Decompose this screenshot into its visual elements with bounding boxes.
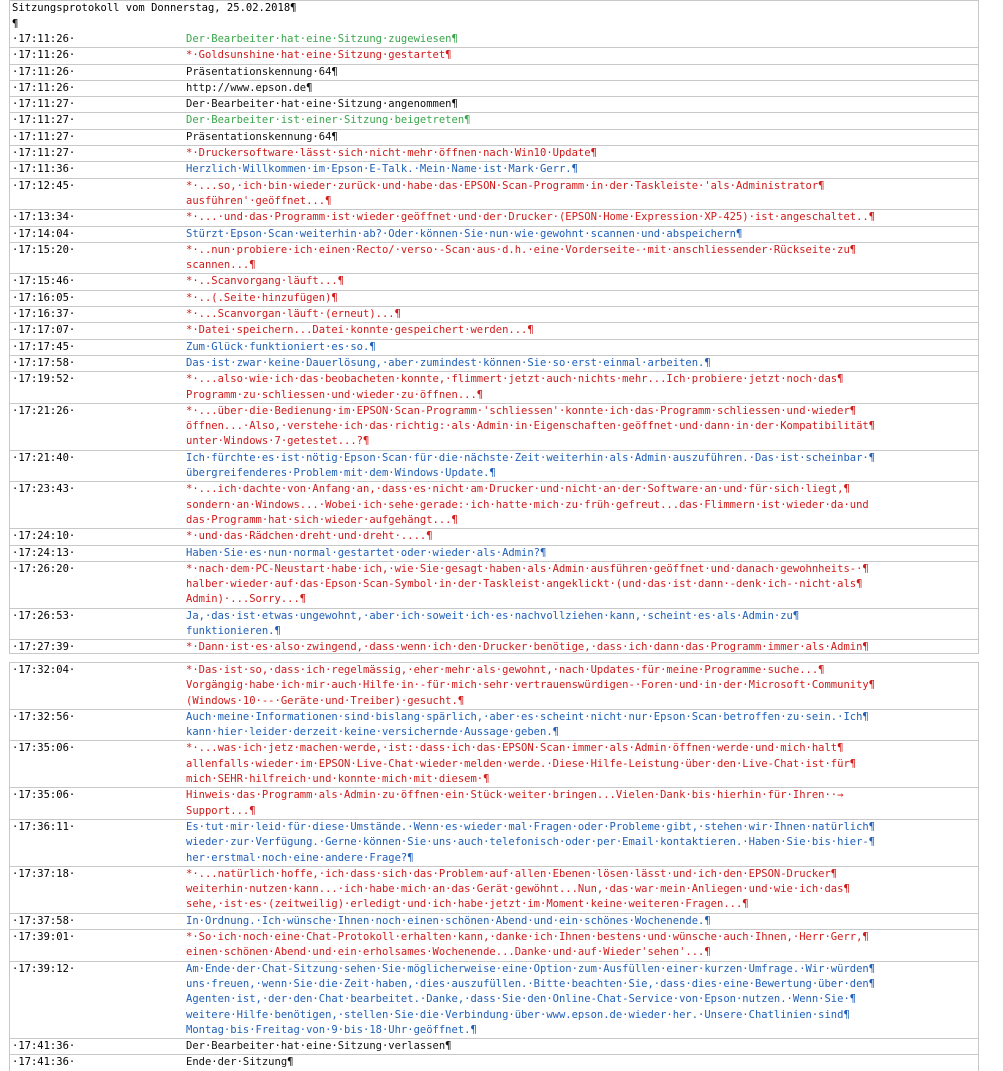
- log-spacer: [86, 913, 186, 929]
- chat-log-body: [10, 32, 978, 654]
- log-message: *·..Scanvorgang·läuft...¶: [186, 275, 345, 288]
- log-row: [10, 32, 978, 48]
- log-message: *·Datei·speichern...Datei·konnte·gespeichert·werden...¶: [186, 324, 534, 337]
- log-timestamp: ·17:39:12·: [12, 962, 76, 975]
- log-spacer: [86, 355, 186, 371]
- log-timestamp: ·17:14:04·: [12, 227, 76, 240]
- log-row: [10, 1055, 978, 1071]
- log-message: Der·Bearbeiter·ist·einer·Sitzung·beigetreten¶: [186, 114, 471, 127]
- log-timestamp: ·17:26:20·: [12, 562, 76, 575]
- log-message: Ende·der·Sitzung¶: [186, 1056, 294, 1069]
- log-spacer: [86, 372, 186, 404]
- log-spacer: [86, 290, 186, 306]
- log-timestamp: ·17:32:04·: [12, 664, 76, 676]
- log-timestamp: ·17:11:27·: [12, 147, 76, 160]
- log-message: Ja,·das·ist·etwas·ungewohnt,·aber·ich·soweit·ich·es·nachvollziehen·kann,·scheint·es·als·Admin·zu¶ funktionieren.¶: [186, 609, 800, 637]
- log-timestamp: ·17:11:26·: [12, 65, 76, 78]
- log-row: [10, 529, 978, 545]
- log-message: Präsentationskennung·64¶: [186, 130, 338, 143]
- log-row: [10, 129, 978, 145]
- log-spacer: [86, 32, 186, 48]
- log-message: In·Ordnung.·Ich·wünsche·Ihnen·noch·einen·schönen·Abend·und·ein·schönes·Wochenende.¶: [186, 914, 711, 927]
- log-timestamp: ·17:13:34·: [12, 211, 76, 224]
- log-message: *·...über·die·Bedienung·im·EPSON·Scan-Programm·'schliessen'·konnte·ich·das·Programm·schliessen·und·wieder¶ öffnen...·Also,·verstehe·ich·das·richtig:·als·Admin·in·Eigenschaften·geöffnet·und·dann·in·der·Kompatibilität¶ unter·Windows·7·getestet...?¶: [186, 404, 876, 448]
- log-message: http://www.epson.de¶: [186, 81, 313, 94]
- log-row: [10, 608, 978, 640]
- log-timestamp: ·17:12:45·: [12, 179, 76, 192]
- log-timestamp: ·17:32:56·: [12, 710, 76, 723]
- log-spacer: [86, 146, 186, 162]
- log-message: *·Dann·ist·es·also·zwingend,·dass·wenn·ich·den·Drucker·benötige,·dass·ich·dann·das·Programm·immer·als·Admin¶: [186, 641, 869, 654]
- log-spacer: [86, 709, 186, 741]
- log-spacer: [86, 113, 186, 129]
- log-message: Der·Bearbeiter·hat·eine·Sitzung·angenommen¶: [186, 98, 458, 111]
- log-message: Zum·Glück·funktioniert·es·so.¶: [186, 340, 376, 353]
- log-row: [10, 450, 978, 482]
- document-page-2: [9, 662, 979, 1071]
- log-spacer: [86, 162, 186, 178]
- log-spacer: [86, 48, 186, 64]
- log-row: [10, 561, 978, 608]
- log-row: [10, 339, 978, 355]
- log-row: [10, 226, 978, 242]
- log-row: [10, 178, 978, 210]
- log-timestamp: ·17:11:26·: [12, 33, 76, 45]
- log-row: [10, 1039, 978, 1055]
- log-timestamp: ·17:23:43·: [12, 483, 76, 496]
- log-timestamp: ·17:37:18·: [12, 867, 76, 880]
- log-message: *·So·ich·noch·eine·Chat-Protokoll·erhalten·kann,·danke·ich·Ihnen·bestens·und·wünsche·auch·Ihnen,·Herr·Gerr,¶ einen·schönen·Abend·und·ein·erholsames·Wochenende...Danke·und·auf·Wieder'sehen'...¶: [186, 931, 869, 959]
- log-spacer: [86, 97, 186, 113]
- log-message: *·...natürlich·hoffe,·ich·dass·sich·das·Problem·auf·allen·Ebenen·lösen·lässt·und·ich·den·EPSON-Drucker¶ weiterhin·nutzen·kann...·ich·habe·mich·an·das·Gerät·gewöhnt...Nun,·das·war·mein·Anliegen·und·wie·ich·das¶ sehe,·ist·es·(zeitweilig)·erledigt·und·ich·habe·jetzt·im·Moment·keine·weiteren·Fragen...¶: [186, 867, 850, 911]
- log-row: [10, 663, 978, 709]
- log-message: *·...Scanvorgan·läuft·(erneut)...¶: [186, 308, 401, 321]
- log-message: *·..nun·probiere·ich·einen·Recto/·verso·-Scan·aus·d.h.·eine·Vorderseite-·mit·anschliessender·Rückseite·zu¶ scannen...¶: [186, 243, 857, 272]
- log-row: [10, 355, 978, 371]
- log-spacer: [86, 210, 186, 226]
- log-row: [10, 930, 978, 962]
- log-timestamp: ·17:39:01·: [12, 931, 76, 944]
- log-timestamp: ·17:11:36·: [12, 163, 76, 176]
- log-spacer: [86, 961, 186, 1038]
- chat-log-body: [10, 663, 978, 1071]
- log-spacer: [86, 741, 186, 788]
- log-spacer: [86, 1039, 186, 1055]
- log-message: Stürzt·Epson·Scan·weiterhin·ab?·Oder·können·Sie·nun·wie·gewohnt·scannen·und·abspeichern¶: [186, 227, 743, 240]
- log-spacer: [86, 529, 186, 545]
- log-message: *·...·und·das·Programm·ist·wieder·geöffnet·und·der·Drucker·(EPSON·Home·Expression·XP-425)·ist·angeschaltet..¶: [186, 211, 876, 224]
- log-timestamp: ·17:16:05·: [12, 291, 76, 304]
- log-timestamp: ·17:36:11·: [12, 820, 76, 833]
- log-message: *·nach·dem·PC-Neustart·habe·ich,·wie·Sie·gesagt·haben·als·Admin·ausführen·geöffnet·und·danach·gewohnheits-·¶ halber·wieder·auf·das·Epson·Scan-Symbol·in·der·Taskleist·angeklickt·(und·das·ist·dann·-denk·ich-·nicht·als¶ Admin)·...Sorry...¶: [186, 562, 869, 606]
- log-timestamp: ·17:11:27·: [12, 114, 76, 127]
- log-spacer: [86, 339, 186, 355]
- log-spacer: [86, 129, 186, 145]
- log-row: [10, 372, 978, 404]
- log-message: Das·ist·zwar·keine·Dauerlösung,·aber·zumindest·können·Sie·so·erst·einmal·arbeiten.¶: [186, 356, 711, 369]
- log-message: Ich·fürchte·es·ist·nötig·Epson·Scan·für·die·nächste·Zeit·weiterhin·als·Admin·auszuführen.·Das·ist·scheinbar·¶ übergreifenderes·Problem·mit·dem·Windows·Update.¶: [186, 451, 876, 480]
- log-row: [10, 210, 978, 226]
- log-message: Präsentationskennung·64¶: [186, 65, 338, 78]
- log-row: [10, 274, 978, 290]
- log-message: Es·tut·mir·leid·für·diese·Umstände.·Wenn·es·wieder·mal·Fragen·oder·Probleme·gibt,·stehen·wir·Ihnen·natürlich¶ wieder·zur·Verfügung.·Gerne·können·Sie·uns·auch·telefonisch·oder·per·Email·kontaktieren.·Haben·Sie·bis·hier-¶ her·erstmal·noch·eine·andere·Frage?¶: [186, 820, 876, 864]
- log-message: Am·Ende·der·Chat-Sitzung·sehen·Sie·möglicherweise·eine·Option·zum·Ausfüllen·einer·kurzen·Umfrage.·Wir·würden¶ uns·freuen,·wenn·Sie·die·Zeit·haben,·dies·auszufüllen.·Bitte·beachten·Sie,·dass·dies·eine·Bewertung·über·den¶ Agenten·ist,·der·den·Chat·bearbeitet.·Danke,·dass·Sie·den·Online-Chat-Service·von·Epson·nutzen.·Wenn·Sie·¶ weitere·Hilfe·benötigen,·stellen·Sie·die·Verbindung·über·www.epson.de·wieder·her.·Unsere·Chatlinien·sind¶ Montag·bis·Freitag·von·9·bis·18·Uhr·geöffnet.¶: [186, 962, 876, 1036]
- log-timestamp: ·17:41:36·: [12, 1056, 76, 1069]
- document-heading: Sitzungsprotokoll vom Donnerstag, 25.02.2018¶: [12, 2, 297, 14]
- log-message: *·..(.Seite·hinzufügen)¶: [186, 291, 338, 304]
- log-spacer: [86, 1055, 186, 1071]
- log-timestamp: ·17:21:40·: [12, 451, 76, 464]
- log-row: [10, 788, 978, 820]
- log-timestamp: ·17:37:58·: [12, 914, 76, 927]
- log-spacer: [86, 561, 186, 608]
- log-timestamp: ·17:16:37·: [12, 308, 76, 321]
- log-timestamp: ·17:19:52·: [12, 373, 76, 386]
- log-spacer: [86, 450, 186, 482]
- log-spacer: [86, 482, 186, 529]
- log-timestamp: ·17:11:26·: [12, 49, 76, 62]
- log-row: [10, 162, 978, 178]
- log-timestamp: ·17:17:07·: [12, 324, 76, 337]
- empty-paragraph-mark: ¶: [12, 17, 19, 30]
- log-spacer: [86, 788, 186, 820]
- log-row: [10, 323, 978, 339]
- log-row: [10, 307, 978, 323]
- log-row: [10, 640, 978, 654]
- log-message: *·Goldsunshine·hat·eine·Sitzung·gestartet¶: [186, 49, 452, 62]
- page-break: [0, 654, 1003, 662]
- log-message: *·...was·ich·jetz·machen·werde,·ist:·dass·ich·das·EPSON·Scan·immer·als·Admin·öffnen·werde·und·mich·halt¶ allenfalls·wieder·im·EPSON·Live-Chat·wieder·melden·werde.·Diese·Hilfe-Leistung·über·den·Live-Chat·ist·für¶ mich·SEHR·hilfreich·und·konnte·mich·mit·diesem·¶: [186, 742, 857, 786]
- log-row: [10, 48, 978, 64]
- log-message: Auch·meine·Informationen·sind·bislang·spärlich,·aber·es·scheint·nicht·nur·Epson·Scan·betroffen·zu·sein.·Ich¶ kann·hier·leider·derzeit·keine·versichernde·Aussage·geben.¶: [186, 710, 869, 739]
- log-spacer: [86, 403, 186, 450]
- log-timestamp: ·17:35:06·: [12, 742, 76, 755]
- log-row: [10, 545, 978, 561]
- log-row: [10, 64, 978, 80]
- log-row: [10, 866, 978, 913]
- log-timestamp: ·17:11:27·: [12, 130, 76, 143]
- log-message: Der·Bearbeiter·hat·eine·Sitzung·verlassen¶: [186, 1040, 452, 1053]
- log-spacer: [86, 64, 186, 80]
- log-spacer: [86, 226, 186, 242]
- log-spacer: [86, 640, 186, 654]
- log-timestamp: ·17:24:13·: [12, 546, 76, 559]
- log-row: [10, 741, 978, 788]
- log-spacer: [86, 323, 186, 339]
- log-timestamp: ·17:21:26·: [12, 404, 76, 417]
- log-message: *·...also·wie·ich·das·beobacheten·konnte,·flimmert·jetzt·auch·nichts·mehr...Ich·probiere·jetzt·noch·das¶ Programm·zu·schliessen·und·wieder·zu·öffnen...¶: [186, 373, 844, 401]
- log-message: *·...so,·ich·bin·wieder·zurück·und·habe·das·EPSON·Scan-Programm·in·der·Taskleiste·'als·Administrator¶ ausführen'·geöffnet...¶: [186, 179, 825, 207]
- log-spacer: [86, 819, 186, 866]
- log-row: [10, 113, 978, 129]
- log-message: Haben·Sie·es·nun·normal·gestartet·oder·wieder·als·Admin?¶: [186, 546, 547, 559]
- log-row: [10, 242, 978, 274]
- log-row: [10, 403, 978, 450]
- log-message: Der·Bearbeiter·hat·eine·Sitzung·zugewiesen¶: [186, 33, 458, 45]
- log-message: *·Das·ist·so,·dass·ich·regelmässig,·eher·mehr·als·gewohnt,·nach·Updates·für·meine·Programme·suche...¶ Vorgängig·habe·ich·mir·auch·Hilfe·in·-für·mich·sehr·vertrauenswürdigen-·Foren·und·in·der·Microsoft·Community¶ (Windows·10·--·Geräte·und·Treiber)·gesucht.¶: [186, 664, 876, 707]
- log-timestamp: ·17:35:06·: [12, 789, 76, 802]
- log-row: [10, 146, 978, 162]
- log-timestamp: ·17:11:26·: [12, 81, 76, 94]
- log-message: Hinweis·das·Programm·als·Admin·zu·öffnen·ein·Stück·weiter·bringen...Vielen·Dank·bis·hierhin·für·Ihren··→ Support...¶: [186, 789, 844, 817]
- log-spacer: [86, 307, 186, 323]
- log-timestamp: ·17:15:20·: [12, 243, 76, 256]
- log-timestamp: ·17:27:39·: [12, 641, 76, 654]
- log-message: *·und·das·Rädchen·dreht·und·dreht·....¶: [186, 530, 433, 543]
- log-row: [10, 80, 978, 96]
- log-timestamp: ·17:24:10·: [12, 530, 76, 543]
- chat-log-table: [10, 32, 978, 654]
- log-timestamp: ·17:17:45·: [12, 340, 76, 353]
- chat-log-table: [10, 663, 978, 1071]
- log-row: [10, 97, 978, 113]
- log-row: [10, 913, 978, 929]
- log-timestamp: ·17:15:46·: [12, 275, 76, 288]
- log-spacer: [86, 608, 186, 640]
- log-row: [10, 482, 978, 529]
- log-row: [10, 709, 978, 741]
- log-message: *·Druckersoftware·lässt·sich·nicht·mehr·öffnen·nach·Win10·Update¶: [186, 147, 597, 160]
- log-message: Herzlich·Willkommen·im·Epson·E-Talk.·Mein·Name·ist·Mark·Gerr.¶: [186, 163, 578, 176]
- log-spacer: [86, 274, 186, 290]
- document-page-1: [9, 0, 979, 654]
- log-row: [10, 961, 978, 1038]
- log-timestamp: ·17:26:53·: [12, 609, 76, 622]
- log-spacer: [86, 663, 186, 709]
- log-timestamp: ·17:11:27·: [12, 98, 76, 111]
- log-spacer: [86, 242, 186, 274]
- log-timestamp: ·17:41:36·: [12, 1040, 76, 1053]
- log-spacer: [86, 80, 186, 96]
- log-row: [10, 290, 978, 306]
- log-spacer: [86, 545, 186, 561]
- log-row: [10, 819, 978, 866]
- log-spacer: [86, 866, 186, 913]
- log-timestamp: ·17:17:58·: [12, 356, 76, 369]
- log-message: *·...ich·dachte·von·Anfang·an,·dass·es·nicht·am·Drucker·und·nicht·an·der·Software·an·und·für·sich·liegt,¶ sondern·an·Windows...·Wobei·ich·sehe·gerade:·ich·hatte·mich·zu·früh·gefreut...das·Flimmern·ist·wieder·da·und das·Programm·hat·sich·wieder·aufgehängt...¶: [186, 483, 869, 526]
- log-spacer: [86, 178, 186, 210]
- log-spacer: [86, 930, 186, 962]
